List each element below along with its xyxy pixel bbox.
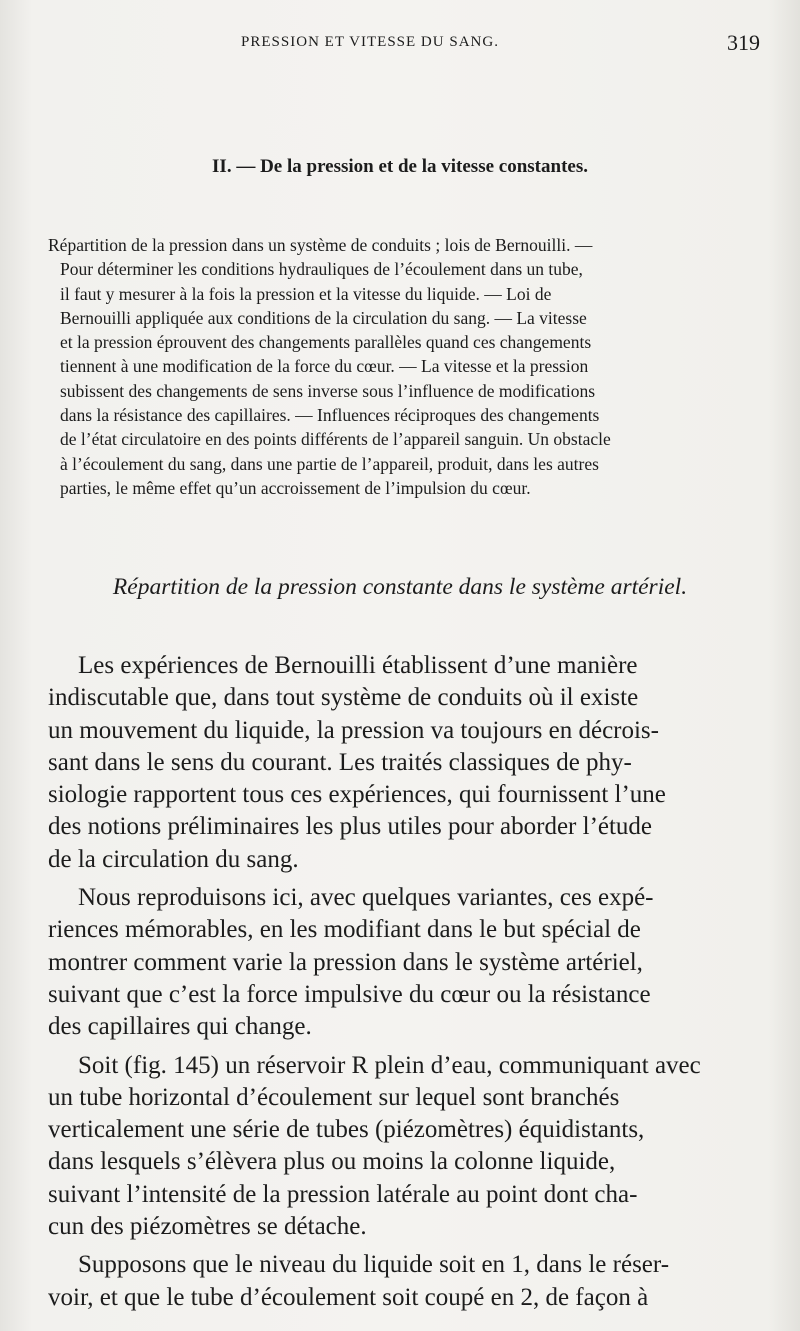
text-line: sant dans le sens du courant. Les traités classiques de phy- <box>48 748 632 776</box>
summary-line: Bernouilli appliquée aux conditions de la circulation du sang. — La vitesse <box>60 307 587 328</box>
summary-line: à l’écoulement du sang, dans une partie de l’appareil, produit, dans les autres <box>60 453 599 474</box>
text-line: suivant que c’est la force impulsive du cœur ou la résistance <box>48 980 651 1008</box>
running-title: PRESSION ET VITESSE DU SANG. <box>241 34 499 50</box>
text-line: Nous reproduisons ici, avec quelques variantes, ces expé- <box>78 884 654 912</box>
summary-line: dans la résistance des capillaires. — Influences réciproques des changements <box>60 405 600 426</box>
body-text <box>48 650 753 1320</box>
summary-line: tiennent à une modification de la force du cœur. — La vitesse et la pression <box>60 356 589 377</box>
summary-line: Pour déterminer les conditions hydrauliques de l’écoulement dans un tube, <box>60 259 583 280</box>
summary-line: subissent des changements de sens inverse sous l’influence de modifications <box>60 380 596 401</box>
paragraph <box>48 1050 753 1244</box>
running-head <box>60 30 760 58</box>
text-line: Supposons que le niveau du liquide soit en 1, dans le réser- <box>78 1251 670 1279</box>
paragraph <box>48 650 753 876</box>
chapter-summary <box>48 233 760 500</box>
text-line: siologie rapportent tous ces expériences, qui fournissent l’une <box>48 781 666 809</box>
text-line: un tube horizontal d’écoulement sur lequel sont branchés <box>48 1083 620 1111</box>
text-line: dans lesquels s’élèvera plus ou moins la colonne liquide, <box>48 1148 616 1176</box>
paragraph <box>48 1249 753 1314</box>
page-number: 319 <box>727 30 760 55</box>
text-line: un mouvement du liquide, la pression va toujours en décrois- <box>48 716 659 744</box>
summary-line: parties, le même effet qu’un accroissement de l’impulsion du cœur. <box>60 477 531 498</box>
text-line: Soit (fig. 145) un réservoir R plein d’eau, communiquant avec <box>78 1051 701 1079</box>
section-heading: II. — De la pression et de la vitesse constantes. <box>212 156 588 177</box>
summary-line: et la pression éprouvent des changements parallèles quand ces changements <box>60 332 592 353</box>
text-line: indiscutable que, dans tout système de conduits où il existe <box>48 684 639 712</box>
text-line: des capillaires qui change. <box>48 1013 312 1041</box>
text-line: des notions préliminaires les plus utiles pour aborder l’étude <box>48 813 653 841</box>
text-line: verticalement une série de tubes (piézomètres) équidistants, <box>48 1116 645 1144</box>
text-line: Les expériences de Bernouilli établissent d’une manière <box>78 652 638 679</box>
text-line: riences mémorables, en les modifiant dans le but spécial de <box>48 916 641 944</box>
summary-line: de l’état circulatoire en des points différents de l’appareil sanguin. Un obstacle <box>60 429 611 450</box>
subsection-heading: Répartition de la pression constante dans le système artériel. <box>112 574 688 600</box>
text-line: suivant l’intensité de la pression latérale au point dont cha- <box>48 1180 638 1208</box>
text-line: cun des piézomètres se détache. <box>48 1213 367 1241</box>
summary-line: Répartition de la pression dans un système de conduits ; lois de Bernouilli. — <box>48 235 593 255</box>
text-line: montrer comment varie la pression dans le système artériel, <box>48 948 643 976</box>
summary-line: il faut y mesurer à la fois la pression et la vitesse du liquide. — Loi de <box>60 283 552 304</box>
paragraph <box>48 882 753 1043</box>
text-line: de la circulation du sang. <box>48 845 299 873</box>
text-line: voir, et que le tube d’écoulement soit coupé en 2, de façon à <box>48 1283 649 1311</box>
